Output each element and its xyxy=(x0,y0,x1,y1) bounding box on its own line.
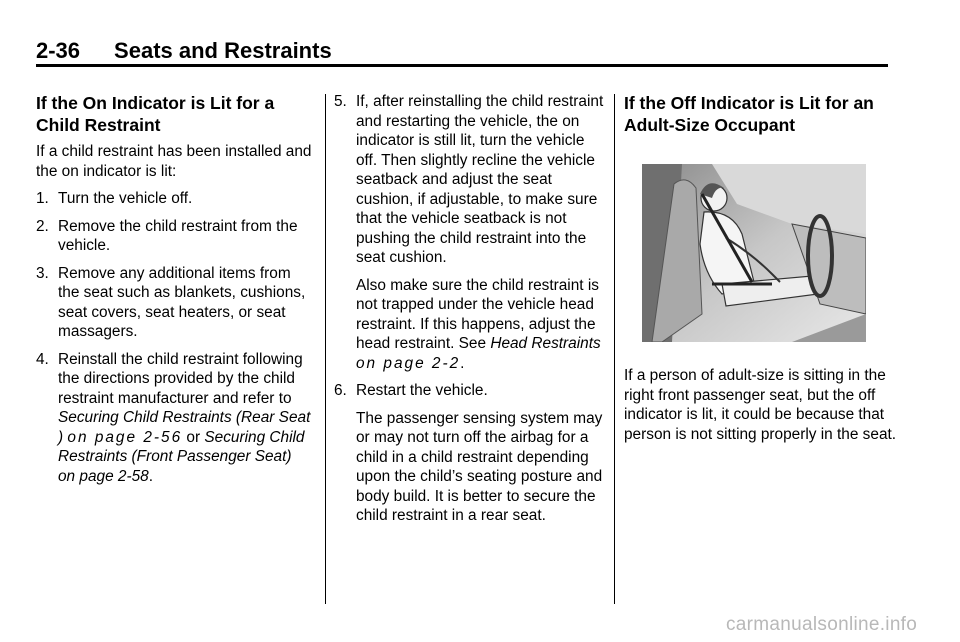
column-divider-1 xyxy=(325,94,326,604)
step-number: 5. xyxy=(334,93,347,110)
step-5-note-end: . xyxy=(460,354,465,372)
step-5-note-text: Also make sure the child restraint is not trapped under the vehicle head restraint. If this happens, adjust the head restraint. See xyxy=(356,276,599,352)
step-number: 6. xyxy=(334,382,347,399)
heading-on-indicator: If the On Indicator is Lit for a Child Restraint xyxy=(36,93,275,135)
step-5 xyxy=(334,92,606,268)
column-divider-2 xyxy=(614,94,615,604)
step-number: 3. xyxy=(36,264,49,282)
step-4-text: Reinstall the child restraint following the directions provided by the child restraint manufacturer and refer to xyxy=(58,350,303,407)
section-title: Seats and Restraints xyxy=(114,38,332,63)
step-number: 2. xyxy=(36,217,49,235)
step-4 xyxy=(36,350,312,487)
link-securing-rear[interactable]: Securing Child Restraints (Rear Seat ) xyxy=(58,409,311,446)
adult-occupant-illustration xyxy=(642,164,866,342)
link-securing-rear-page[interactable]: on page 2-56 xyxy=(67,428,183,446)
step-text: Restart the vehicle. xyxy=(356,382,488,399)
step-number: 4. xyxy=(36,350,49,368)
step-3 xyxy=(36,264,312,342)
step-5-note xyxy=(356,276,606,374)
column-3 xyxy=(624,92,900,452)
watermark: carmanualsonline.info xyxy=(726,614,918,635)
step-2 xyxy=(36,217,312,256)
step-text: If, after reinstalling the child restraint and restarting the vehicle, the on indicator is still lit, turn the vehicle off. Then slightly recline the vehicle seatback and adjust the seat cushion, if adjustable, to make sure that the vehicle seatback is not pushing the child restraint into the seat cushion. xyxy=(356,93,604,266)
header-rule xyxy=(36,64,888,67)
step-text: Remove the child restraint from the vehicle. xyxy=(58,217,298,254)
step-1 xyxy=(36,189,312,209)
column-1 xyxy=(36,92,312,494)
link-head-restraints[interactable]: Head Restraints xyxy=(490,335,601,352)
or-text: or xyxy=(186,428,201,446)
page-header xyxy=(36,38,888,64)
step-6-note: The passenger sensing system may or may not turn off the airbag for a child in a child restraint depending upon the child’s seating posture and body build. It is better to secure the child restraint in a rear seat. xyxy=(356,409,603,524)
step-text: Remove any additional items from the seat such as blankets, cushions, seat covers, seat heaters, or seat massagers. xyxy=(58,264,306,340)
heading-off-indicator: If the Off Indicator is Lit for an Adult-Size Occupant xyxy=(624,93,874,135)
step-6 xyxy=(334,381,606,401)
step-number: 1. xyxy=(36,190,49,207)
step-4-end: . xyxy=(148,467,153,485)
page-number: 2-36 xyxy=(36,38,81,63)
step-text: Turn the vehicle off. xyxy=(58,190,193,207)
intro-paragraph: If a child restraint has been installed and the on indicator is lit: xyxy=(36,143,312,180)
link-securing-front[interactable]: Securing Child Restraints (Front Passenger Seat) on page 2-58 xyxy=(58,428,305,485)
off-indicator-paragraph: If a person of adult-size is sitting in the right front passenger seat, but the off indicator is lit, it could be because that person is not sitting properly in the seat. xyxy=(624,367,897,443)
link-head-restraints-page[interactable]: on page 2-2 xyxy=(356,354,461,372)
step-text xyxy=(58,350,312,487)
column-2 xyxy=(334,92,606,534)
